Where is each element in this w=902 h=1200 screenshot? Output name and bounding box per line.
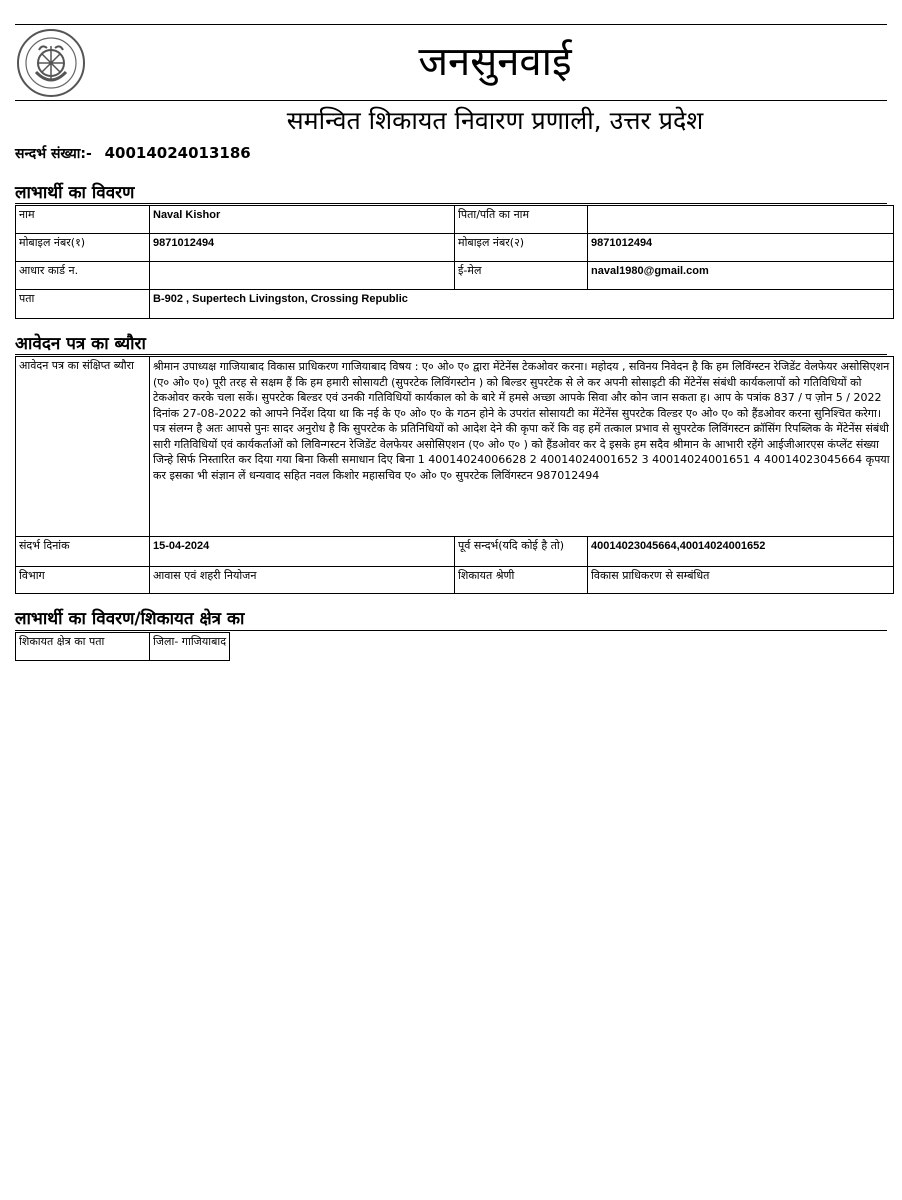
complaint-area-label: शिकायत क्षेत्र का पता — [16, 633, 150, 661]
complaint-area-rule — [15, 630, 887, 631]
summary-label: आवेदन पत्र का संक्षिप्त ब्यौरा — [16, 357, 150, 537]
complaint-area-value: जिला- गाजियाबाद — [150, 633, 230, 661]
mobile1-value: 9871012494 — [150, 234, 455, 262]
mobile1-label: मोबाइल नंबर(१) — [16, 234, 150, 262]
complaint-area-heading: लाभार्थी का विवरण/शिकायत क्षेत्र का — [15, 609, 245, 629]
beneficiary-heading: लाभार्थी का विवरण — [15, 183, 135, 203]
reference-number: 40014024013186 — [104, 144, 251, 162]
department-value: आवास एवं शहरी नियोजन — [150, 567, 455, 594]
aadhaar-value — [150, 262, 455, 290]
name-value: Naval Kishor — [150, 206, 455, 234]
address-value: B-902 , Supertech Livingston, Crossing Republic — [150, 290, 894, 319]
mobile2-label: मोबाइल नंबर(२) — [455, 234, 588, 262]
application-rule — [15, 354, 887, 355]
complaint-area-table — [15, 632, 230, 661]
aadhaar-label: आधार कार्ड न. — [16, 262, 150, 290]
department-label: विभाग — [16, 567, 150, 594]
email-value: naval1980@gmail.com — [588, 262, 894, 290]
date-value: 15-04-2024 — [150, 537, 455, 567]
name-label: नाम — [16, 206, 150, 234]
father-label: पिता/पति का नाम — [455, 206, 588, 234]
mobile2-value: 9871012494 — [588, 234, 894, 262]
category-label: शिकायत श्रेणी — [455, 567, 588, 594]
father-value — [588, 206, 894, 234]
top-rule — [15, 24, 887, 25]
summary-value: श्रीमान उपाध्यक्ष गाजियाबाद विकास प्राधिकरण गाजियाबाद विषय : ए० ओ० ए० द्वारा मेंटेनेंस टेकओवर करना। महोदय , सविनय निवेदन है कि हम लिविंग्स्टन रेजिडेंट वेलफेयर असोसिएशन (ए० ओ० ए०) पूरी तरह से सक्षम हैं कि हम हमारी सोसायटी (सुपरटेक लिविंगस्टोन ) को बिल्डर सुपरटेक से ले कर अपनी सोसाइटी की मेंटेनेंस संबंधी कार्यकलापों को गतिविधियों को टेकओवर करके चला सकें। सुपरटेक बिल्डर एवं उनकी गतिविधियों कार्यकाल को के बारे में हमसे अच्छा आपके सिवा और कोन जान सकता ह। आप के पत्रांक 837 / प ज़ोन 5 / 2022 दिनांक 27-08-2022 को आपने निर्देश दिया था कि नई के ए० ओ० ए० के गठन होने के उपरांत सोसायटी का मेंटेनेंस सुपरटेक विल्डर ए० ओ० ए० को हैंडओवर करना सुनिश्चित करेगा। पत्र संलग्न है अतः आपसे पुनः सादर अनुरोध है कि सुपरटेक के प्रतिनिधियों को आदेश देने की कृपा करें कि वह हमें तत्काल प्रभाव से सुपरटेक लिविंगस्टन क्रॉसिंग रिपब्लिक के मेंटेनेंस संबंधी सारी गतिविधियों एवं कार्यकर्ताओं को लिविन्गस्टन रेजिडेंट वेलफेयर असोसिएशन (ए० ओ० ए० ) को हैंडओवर कर दे इसके हम सदैव श्रीमान के आभारी रहेंगे आईजीआरएस कंप्लेंट संख्या जिन्हे सिर्फ निस्तारित कर दिया गया बिना किसी समाधान दिए बिना 1 40014024006628 2 40014024001652 3 40014024001651 4 40014023045664 कृपया कर इसका भी संज्ञान लें धन्यवाद सहित नवल किशोर महासचिव ए० ओ० ए० सुपरटेक लिविंगस्टन 987012494 — [150, 357, 894, 537]
application-heading: आवेदन पत्र का ब्यौरा — [15, 334, 146, 354]
page-title: जनसुनवाई — [418, 39, 572, 85]
reference-label: सन्दर्भ संख्या:- — [15, 146, 92, 162]
category-value: विकास प्राधिकरण से सम्बंधित — [588, 567, 894, 594]
reference-number-line — [15, 144, 251, 163]
page-subtitle: समन्वित शिकायत निवारण प्रणाली, उत्तर प्रदेश — [286, 106, 704, 135]
date-label: संदर्भ दिनांक — [16, 537, 150, 567]
prev-ref-label: पूर्व सन्दर्भ(यदि कोई है तो) — [455, 537, 588, 567]
address-label: पता — [16, 290, 150, 319]
title-rule — [15, 100, 887, 101]
email-label: ई-मेल — [455, 262, 588, 290]
beneficiary-table — [15, 205, 894, 319]
application-table — [15, 356, 894, 594]
prev-ref-value: 40014023045664,40014024001652 — [588, 537, 894, 567]
beneficiary-rule — [15, 203, 887, 204]
